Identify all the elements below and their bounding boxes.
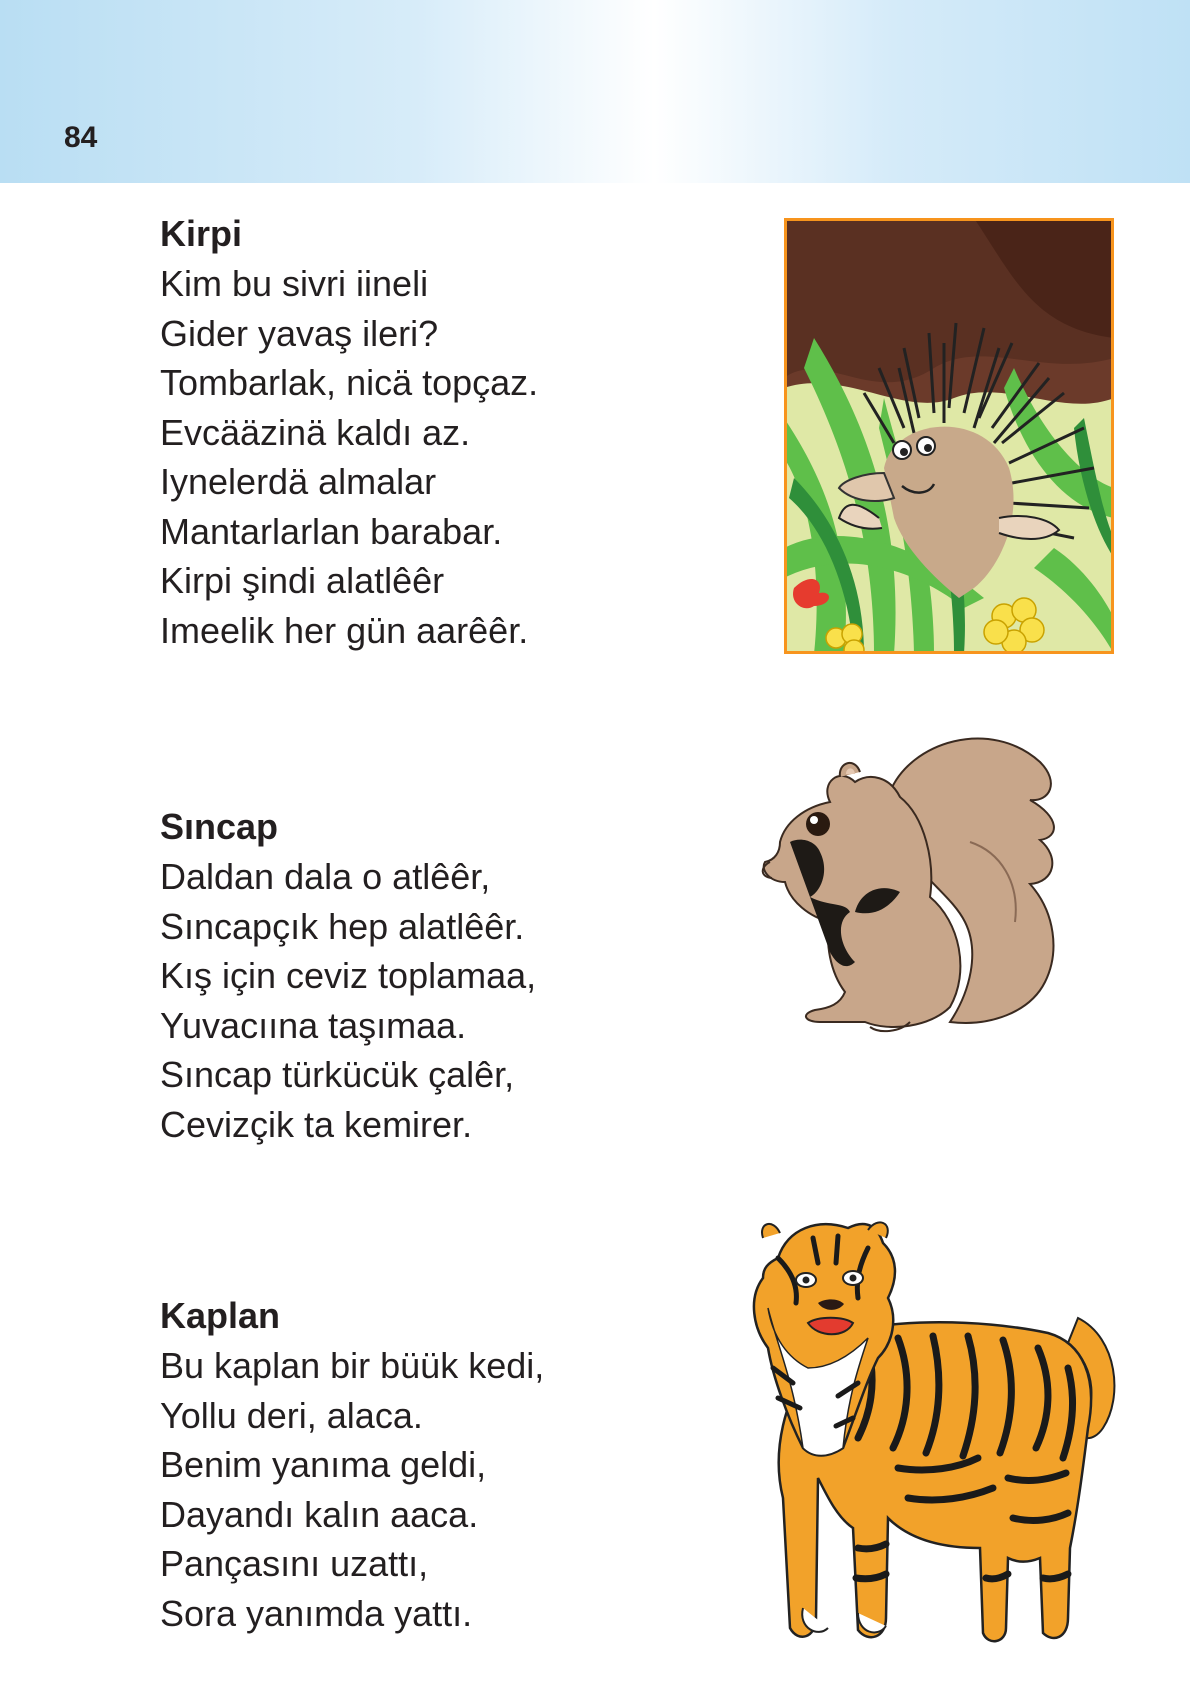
poem-title: Sıncap [160, 806, 279, 847]
poem-line: Pançasını uzattı, [160, 1543, 429, 1584]
poem-line: Bu kaplan bir büük kedi, [160, 1345, 545, 1386]
poem-line: Sıncap türkücük çalêr, [160, 1054, 515, 1095]
poem-kirpi [160, 209, 538, 655]
poem-line: Kim bu sivri iineli [160, 263, 429, 304]
tiger-illustration [718, 1218, 1128, 1658]
poem-line: Cevizçik ta kemirer. [160, 1103, 473, 1145]
tiger-icon [718, 1218, 1128, 1658]
poem-line: Benim yanıma geldi, [160, 1444, 487, 1485]
poem-line: Kış için ceviz toplamaa, [160, 955, 537, 996]
poem-sincap [160, 802, 536, 1149]
squirrel-illustration [760, 722, 1080, 1052]
poem-line: Sora yanımda yattı. [160, 1592, 473, 1634]
squirrel-icon [760, 722, 1080, 1052]
page-number: 84 [64, 121, 98, 154]
poem-line: Yollu deri, alaca. [160, 1394, 423, 1436]
poem-title: Kirpi [160, 213, 243, 254]
poem-line: Iynelerdä almalar [160, 461, 437, 502]
poem-line: Imeelik her gün aarêêr. [160, 609, 529, 651]
poem-line: Sıncapçık hep alatlêêr. [160, 905, 525, 947]
poem-line: Tombarlak, nicä topçaz. [160, 362, 539, 403]
poem-line: Dayandı kalın aaca. [160, 1493, 479, 1535]
poem-line: Evcääzinä kaldı az. [160, 411, 471, 453]
header-band [0, 0, 1190, 183]
hedgehog-icon [784, 218, 1114, 654]
poem-line: Daldan dala o atlêêr, [160, 856, 491, 897]
poem-title: Kaplan [160, 1295, 281, 1336]
poem-kaplan [160, 1291, 544, 1638]
poem-line: Mantarlarlan barabar. [160, 510, 503, 552]
hedgehog-illustration [784, 218, 1114, 654]
poem-line: Yuvacıına taşımaa. [160, 1004, 467, 1046]
poem-line: Gider yavaş ileri? [160, 312, 439, 354]
poem-line: Kirpi şindi alatlêêr [160, 560, 445, 601]
